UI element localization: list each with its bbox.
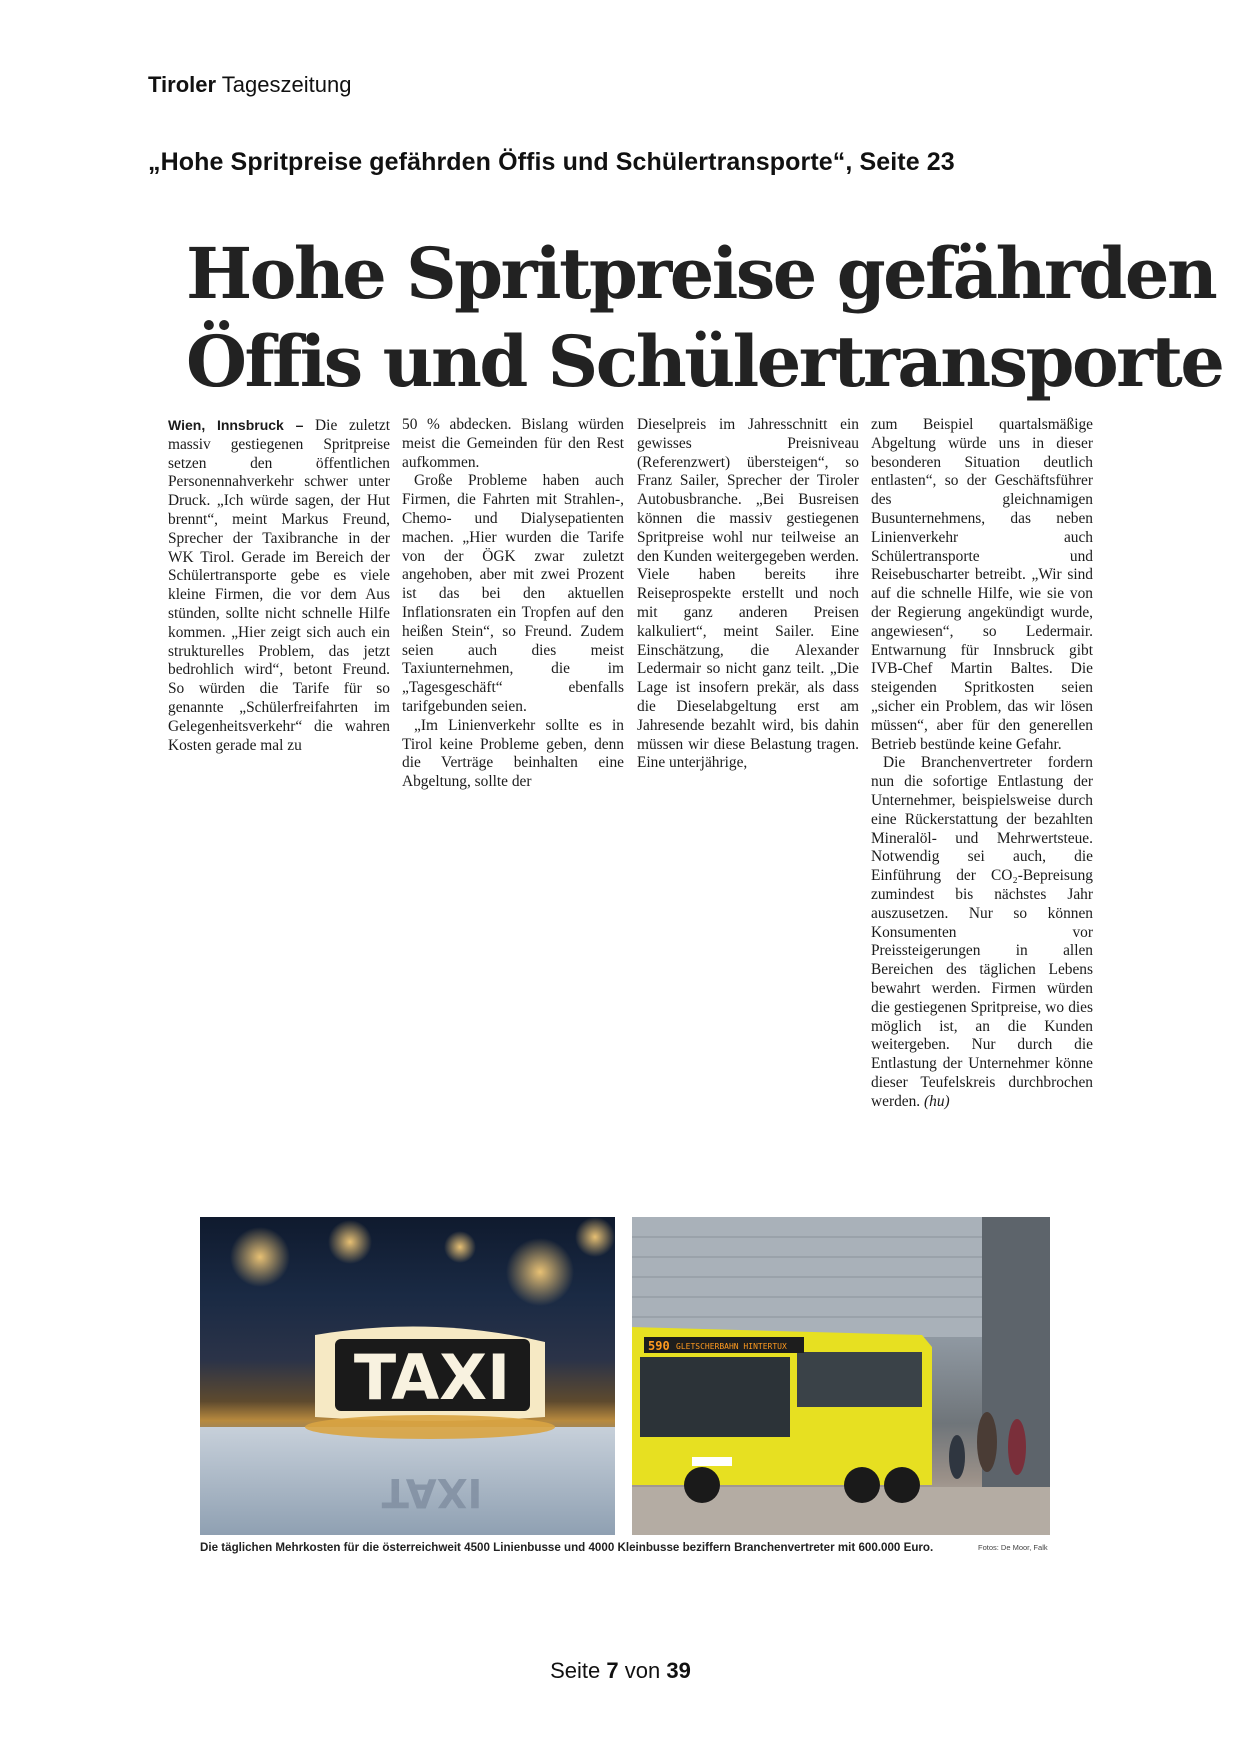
current-page: 7 [606, 1658, 619, 1683]
pedestrian [1008, 1419, 1026, 1475]
article-headline [186, 230, 1223, 406]
bus-wheel [884, 1467, 920, 1503]
brand-bold: Tiroler [148, 72, 217, 97]
bokeh-light [230, 1227, 290, 1287]
pedestrian [977, 1412, 997, 1472]
taxi-photo [200, 1217, 615, 1535]
bokeh-light [328, 1220, 372, 1264]
headline-line-2: Öffis und Schülertransporte [186, 320, 1223, 403]
paragraph: Dieselpreis im Jahresschnitt ein gewisses Preisniveau (Referenzwert) übersteigen“, so Franz Sailer, Sprecher der Tiroler Autobusbranche. „Bei Busreisen können die massiv gestiegenen Spritpreise wohl nur teilweise an den Kunden weitergegeben werden. Viele haben bereits ihre Reiseprospekte erstellt und noch mit ganz anderen Preisen kalkuliert“, meint Sailer. Eine Einschätzung, die Alexander Ledermair so nicht ganz teilt. „Die Lage ist insofern prekär, als dass die Dieselabgeltung erst am Jahresende bezahlt wird, bis dahin müssen wir diese Belastung tragen. Eine unterjährige, [637, 416, 859, 772]
paragraph-text: Die Branchenvertreter fordern nun die sofortige Entlastung der Unternehmer, beispielsweise durch eine Rückerstattung der bezahlten Mineralöl- und Mehrwertsteue. Notwendig sei auch, die Einführung der CO₂-Bepreisung zumindest bis nächstes Jahr auszusetzen. Nur so können Konsumenten vor Preissteigerungen in allen Bereichen des täglichen Lebens bewahrt werden. Firmen würden die gestiegenen Spritpreise, wo dies möglich ist, an die Kunden weitergeben. Nur durch die Entlastung der Unternehmer könne dieser Teufelskreis durchbrochen werden. [871, 754, 1093, 1110]
paragraph: zum Beispiel quartalsmäßige Abgeltung würde uns in dieser besonderen Situation deutlich entlasten“, so der Geschäftsführer des gleichnamigen Busunternehmens, das neben Linienverkehr auch Schülertransporte und Reisebuscharter betreibt. „Wir sind auf die schnelle Hilfe, wie sie von der Regierung angekündigt wurde, angewiesen“, so Ledermair. Entwarnung für Innsbruck gibt IVB-Chef Martin Baltes. Die steigenden Spritkosten seien „sicher ein Problem, das wir lösen müssen“, aber für den generellen Betrieb bestünde keine Gefahr. [871, 416, 1093, 753]
bus-destination-text: GLETSCHERBAHN HINTERTUX [676, 1342, 787, 1351]
article-column-2 [402, 416, 624, 792]
bus-wheel [684, 1467, 720, 1503]
bus-photo [632, 1217, 1050, 1535]
bus-photo-illustration [632, 1217, 1050, 1535]
bokeh-light [506, 1238, 574, 1306]
taxi-sign-base [305, 1415, 555, 1439]
page-footer [0, 1658, 1241, 1684]
bus-license-plate [692, 1457, 732, 1466]
bus-side-windows [797, 1352, 922, 1407]
paragraph [871, 754, 1093, 1111]
paragraph [168, 416, 390, 755]
bokeh-light [575, 1217, 615, 1257]
article-column-1 [168, 416, 390, 755]
bus-route-number: 590 [648, 1339, 670, 1353]
author-initials: (hu) [924, 1092, 950, 1110]
photo-credit: Fotos: De Moor, Falk [978, 1543, 1048, 1552]
paragraph: 50 % abdecken. Bislang würden meist die Gemeinden für den Rest aufkommen. [402, 416, 624, 471]
pedestrian [949, 1435, 965, 1479]
paragraph: „Im Linienverkehr sollte es in Tirol keine Probleme geben, denn die Verträge beinhalten eine Abgeltung, sollte der [402, 716, 624, 791]
publication-name [148, 72, 351, 98]
total-pages: 39 [666, 1658, 691, 1683]
taxi-sign-text: TAXI [353, 1341, 511, 1414]
bus-wheel [844, 1467, 880, 1503]
page-label: Seite [550, 1658, 601, 1683]
dateline: Wien, Innsbruck – [168, 417, 304, 433]
taxi-reflection-text: TAXI [381, 1469, 483, 1515]
photo-caption: Die täglichen Mehrkosten für die österreichweit 4500 Linienbusse und 4000 Kleinbusse beziffern Branchenvertreter mit 600.000 Euro. [200, 1541, 934, 1554]
article-column-3 [637, 416, 859, 773]
paragraph-text: Die zuletzt massiv gestiegenen Spritpreise setzen den öffentlichen Personennahverkehr schwer unter Druck. „Ich würde sagen, der Hut brennt“, meint Markus Freund, Sprecher der Taxibranche in der WK Tirol. Gerade im Bereich der Schülertransporte gebe es viele kleine Firmen, die vor dem Aus stünden, sollte nicht schnelle Hilfe kommen. „Hier zeigt sich auch ein strukturelles Problem, das jetzt bedrohlich wird“, betont Freund. So würden die Tarife für so genannte „Schülerfreifahrten im Gelegenheitsverkehr“ die wahren Kosten gerade mal zu [168, 417, 390, 754]
bus-windshield [640, 1357, 790, 1437]
brand-regular: Tageszeitung [221, 72, 352, 97]
bokeh-light [444, 1231, 476, 1263]
page-separator: von [624, 1658, 661, 1683]
clip-title: „Hohe Spritpreise gefährden Öffis und Schülertransporte“, Seite 23 [148, 148, 955, 176]
article-column-4 [871, 416, 1093, 1111]
headline-line-1: Hohe Spritpreise gefährden [186, 232, 1216, 315]
paragraph: Große Probleme haben auch Firmen, die Fahrten mit Strahlen-, Chemo- und Dialysepatienten machen. „Hier wurden die Tarife von der ÖGK zwar zuletzt angehoben, aber mit zwei Prozent ist das bei den aktuellen Inflationsraten ein Tropfen auf den heißen Stein“, so Freund. Zudem seien auch dies meist Taxiunternehmen, die im „Tagesgeschäft“ ebenfalls tarifgebunden seien. [402, 472, 624, 715]
taxi-photo-illustration [200, 1217, 615, 1535]
